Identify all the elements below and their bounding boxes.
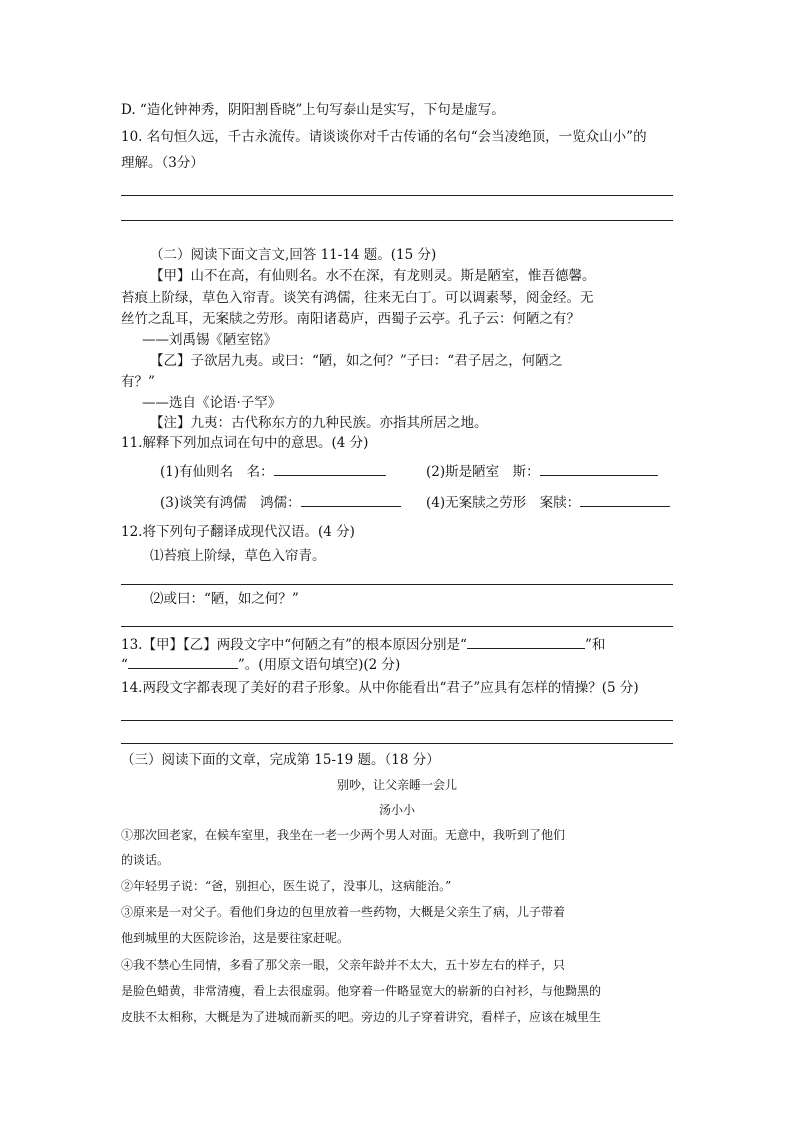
q10-answer-line[interactable] bbox=[121, 195, 673, 196]
q13-stem: 13.【甲】【乙】两段文字中“何陋之有”的根本原因分别是“ bbox=[121, 637, 467, 653]
jia-text-line: 苔痕上阶绿，草色入帘青。谈笑有鸿儒，往来无白丁。可以调素琴，阅金经。无 bbox=[121, 290, 594, 306]
article-paragraph-line: 是脸色蜡黄，非常清瘦，看上去很虚弱。他穿着一件略显宽大的崭新的白衬衫，与他黝黑的 bbox=[121, 984, 602, 998]
yi-source: ——选自《论语·子罕》 bbox=[142, 395, 282, 411]
q12-item-2: ⑵或曰：“陋，如之何？” bbox=[150, 591, 299, 607]
article-paragraph-line: 他到城里的大医院诊治，这是要往家赶呢。 bbox=[121, 931, 350, 945]
q11-answer-blank[interactable] bbox=[301, 494, 401, 507]
q13-line1 bbox=[121, 636, 605, 653]
q11-item-label: (1)有仙则名 名： bbox=[160, 464, 274, 480]
article-paragraph-line: ③原来是一对父子。看他们身边的包里放着一些药物，大概是父亲生了病，儿子带着 bbox=[121, 905, 566, 919]
q13-quote-open: “ bbox=[121, 657, 128, 673]
jia-source: ——刘禹锡《陋室铭》 bbox=[142, 332, 277, 348]
q11-answer-blank[interactable] bbox=[274, 463, 386, 476]
article-title: 别吵，让父亲睡一会儿 bbox=[336, 778, 457, 792]
article-author: 汤小小 bbox=[378, 803, 415, 817]
q12-stem: 12.将下列句子翻译成现代汉语。(4 分) bbox=[121, 524, 355, 540]
q14-answer-line[interactable] bbox=[121, 720, 673, 721]
q12-answer-line-2[interactable] bbox=[121, 626, 673, 627]
q13-instruction: ”。(用原文语句填空)(2 分) bbox=[237, 657, 401, 673]
section3-heading: （三）阅读下面的文章，完成第 15-19 题。（18 分） bbox=[121, 752, 440, 768]
jia-text-line: 【甲】山不在高，有仙则名。水不在深，有龙则灵。斯是陋室，惟吾德馨。 bbox=[150, 268, 596, 284]
q10-answer-line[interactable] bbox=[121, 220, 673, 221]
article-paragraph-line: 的谈话。 bbox=[121, 853, 170, 867]
q11-item-label: (2)斯是陋室 斯： bbox=[426, 464, 540, 480]
q13-line2 bbox=[121, 656, 400, 673]
q10-stem-line1: 10. 名句恒久远，千古永流传。请谈谈你对千古传诵的名句“会当凌绝顶，一览众山小”的 bbox=[121, 129, 647, 145]
q11-item-3 bbox=[160, 494, 401, 511]
yi-text-line: 有？” bbox=[121, 374, 155, 390]
q14-stem: 14.两段文字都表现了美好的君子形象。从中你能看出“君子”应具有怎样的情操？(5 分) bbox=[121, 680, 639, 696]
annotation-note: 【注】九夷：古代称东方的九种民族。亦指其所居之地。 bbox=[150, 415, 488, 431]
q10-stem-line2: 理解。（3分） bbox=[121, 155, 204, 171]
q12-item-1: ⑴苔痕上阶绿，草色入帘青。 bbox=[150, 548, 326, 564]
jia-text-line: 丝竹之乱耳，无案牍之劳形。南阳诸葛庐，西蜀子云亭。孔子云：何陋之有？ bbox=[121, 311, 580, 327]
q11-stem: 11.解释下列加点词在句中的意思。(4 分) bbox=[121, 435, 369, 451]
q11-item-label: (4)无案牍之劳形 案牍： bbox=[426, 495, 581, 511]
q11-item-2 bbox=[426, 463, 658, 480]
yi-text-line: 【乙】子欲居九夷。或曰：“陋，如之何？”子曰：“君子居之，何陋之 bbox=[150, 353, 563, 369]
q13-answer-blank-2[interactable] bbox=[128, 656, 238, 669]
article-paragraph-line: ②年轻男子说：“爸，别担心，医生说了，没事儿，这病能治。” bbox=[121, 879, 452, 893]
q13-answer-blank-1[interactable] bbox=[467, 636, 585, 649]
q11-item-1 bbox=[160, 463, 386, 480]
q11-item-4 bbox=[426, 494, 670, 511]
q11-answer-blank[interactable] bbox=[540, 463, 658, 476]
article-paragraph-line: ①那次回老家，在候车室里，我坐在一老一少两个男人对面。无意中，我听到了他们 bbox=[121, 828, 566, 842]
q11-answer-blank[interactable] bbox=[580, 494, 670, 507]
q11-item-label: (3)谈笑有鸿儒 鸿儒： bbox=[160, 495, 301, 511]
q14-answer-line[interactable] bbox=[121, 743, 673, 744]
section2-heading: （二）阅读下面文言文,回答 11-14 题。(15 分) bbox=[150, 247, 437, 263]
article-paragraph-line: ④我不禁心生同情，多看了那父亲一眼，父亲年龄并不太大，五十岁左右的样子，只 bbox=[121, 958, 566, 972]
q13-stem-end: ”和 bbox=[584, 637, 606, 653]
article-paragraph-line: 皮肤不太相称，大概是为了进城而新买的吧。旁边的儿子穿着讲究，看样子，应该在城里生 bbox=[121, 1010, 602, 1024]
q12-answer-line-1[interactable] bbox=[121, 584, 673, 585]
q9-option-d: D. “造化钟神秀，阴阳割昏晓”上句写泰山是实写，下句是虚写。 bbox=[121, 102, 505, 118]
